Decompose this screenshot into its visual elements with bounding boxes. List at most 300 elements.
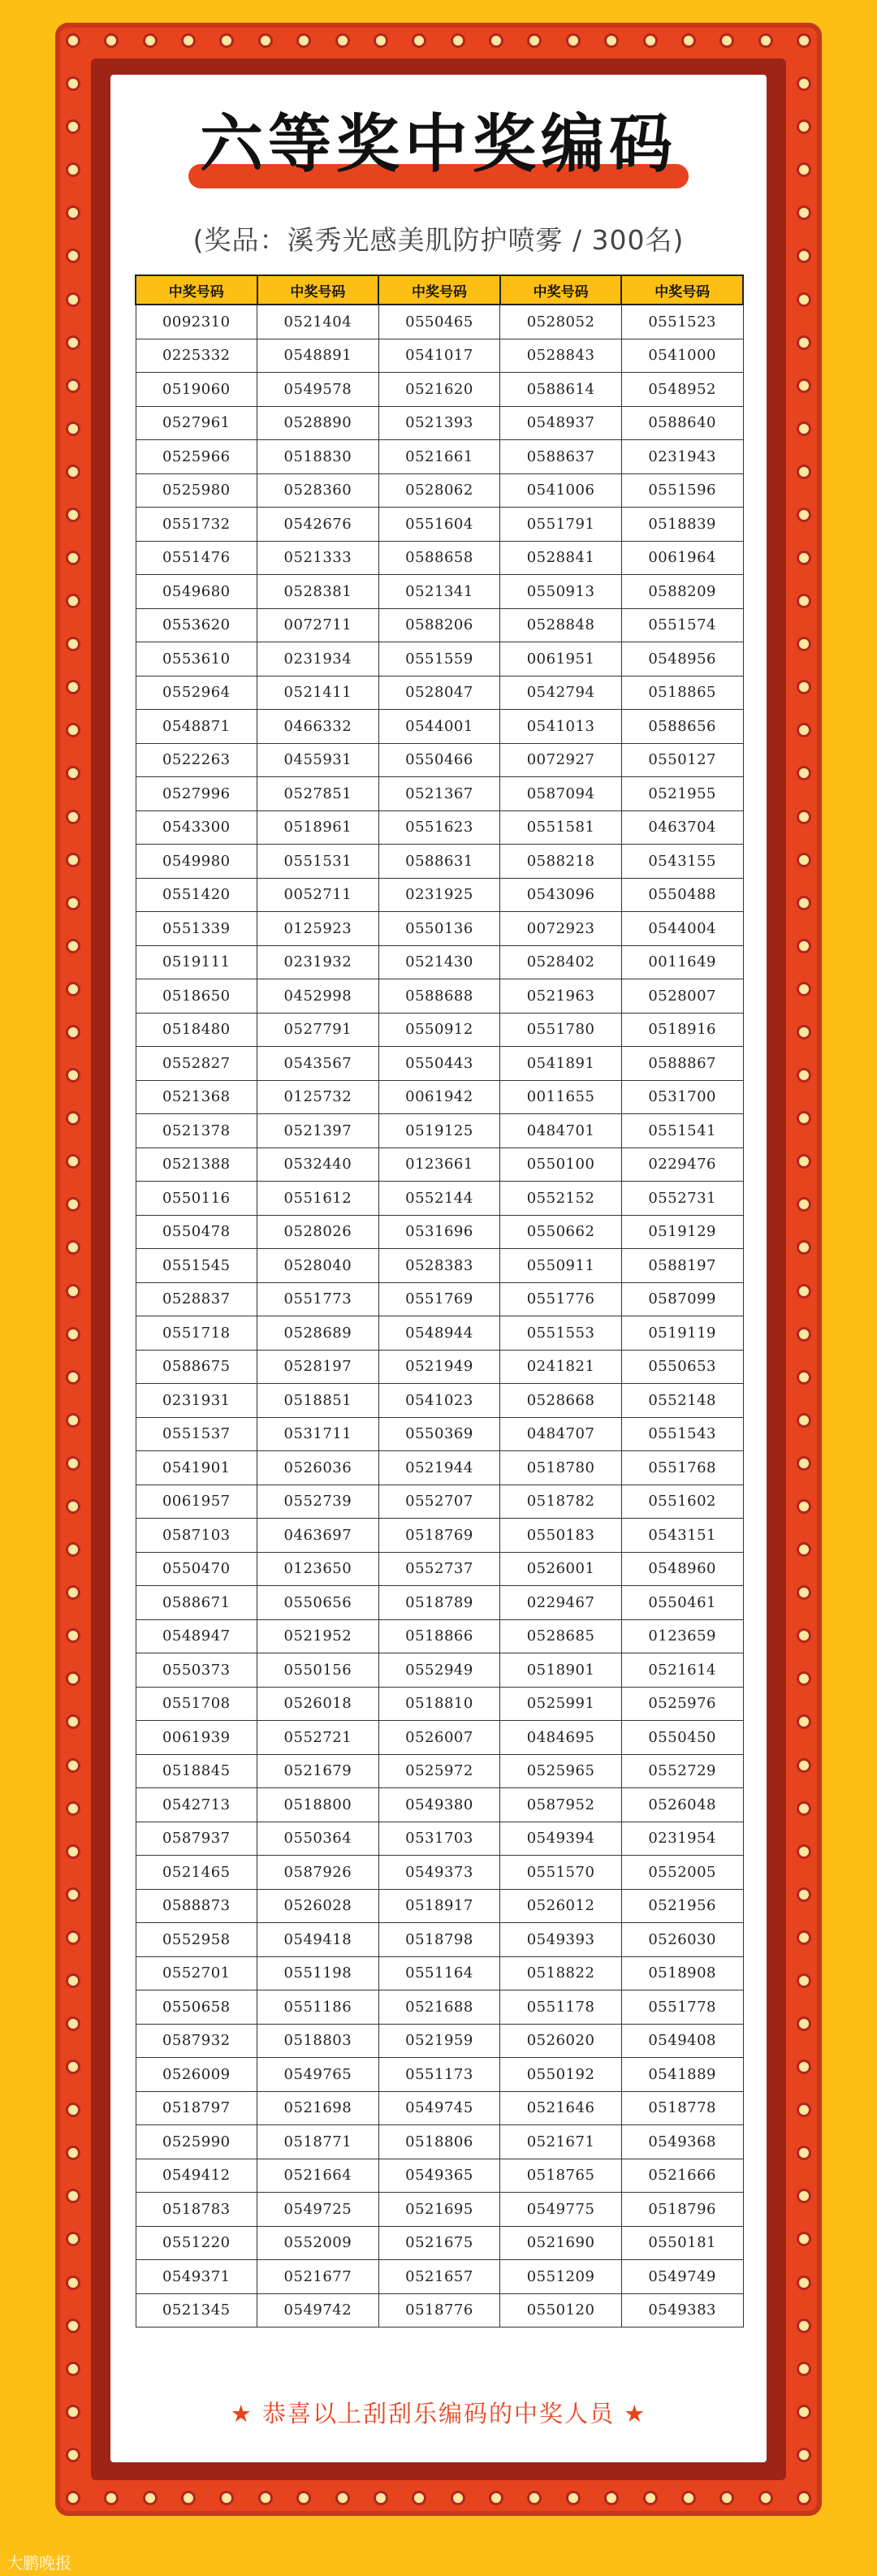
code-cell: 0551604 [378, 508, 500, 542]
code-cell: 0519111 [136, 945, 257, 979]
code-cell: 0542713 [136, 1788, 257, 1822]
code-cell: 0526036 [257, 1451, 379, 1485]
table-row [136, 1552, 743, 1586]
code-cell: 0588218 [500, 845, 622, 879]
code-cell: 0548947 [136, 1619, 257, 1653]
code-cell: 0549371 [136, 2260, 257, 2294]
code-cell: 0551732 [136, 508, 257, 542]
code-cell: 0521620 [378, 373, 500, 407]
code-cell: 0541006 [500, 473, 622, 508]
table-row [136, 810, 743, 845]
code-cell: 0521341 [378, 575, 500, 609]
code-cell: 0549749 [621, 2260, 743, 2294]
code-cell: 0549418 [257, 1923, 379, 1957]
table-row [136, 473, 743, 508]
table-row [136, 1923, 743, 1957]
code-cell: 0551612 [257, 1182, 379, 1216]
code-cell: 0549368 [621, 2125, 743, 2159]
code-cell: 0518916 [621, 1013, 743, 1047]
code-cell: 0552009 [257, 2226, 379, 2260]
code-cell: 0518797 [136, 2091, 257, 2125]
code-cell: 0518776 [378, 2293, 500, 2327]
table-row [136, 945, 743, 979]
code-cell: 0552701 [136, 1956, 257, 1990]
code-cell: 0550450 [621, 1721, 743, 1755]
code-cell: 0231954 [621, 1822, 743, 1856]
code-cell: 0518782 [500, 1485, 622, 1519]
code-cell: 0528381 [257, 575, 379, 609]
table-row [136, 575, 743, 609]
code-cell: 0552827 [136, 1047, 257, 1081]
code-cell: 0521952 [257, 1619, 379, 1653]
code-cell: 0549373 [378, 1856, 500, 1890]
table-row [136, 912, 743, 946]
table-row [136, 608, 743, 642]
code-cell: 0231931 [136, 1384, 257, 1418]
table-row [136, 979, 743, 1014]
code-cell: 0550136 [378, 912, 500, 946]
code-cell: 0552721 [257, 1721, 379, 1755]
code-cell: 0526007 [378, 1721, 500, 1755]
code-cell: 0543155 [621, 845, 743, 879]
table-row [136, 1653, 743, 1688]
code-cell: 0552731 [621, 1182, 743, 1216]
code-cell: 0588675 [136, 1350, 257, 1384]
code-cell: 0518765 [500, 2159, 622, 2193]
table-row [136, 1282, 743, 1316]
code-cell: 0519060 [136, 373, 257, 407]
code-cell: 0552739 [257, 1485, 379, 1519]
code-cell: 0521955 [621, 777, 743, 811]
code-cell: 0522263 [136, 743, 257, 777]
code-cell: 0588614 [500, 373, 622, 407]
code-cell: 0521959 [378, 2024, 500, 2058]
code-cell: 0549365 [378, 2159, 500, 2193]
code-cell: 0550156 [257, 1653, 379, 1688]
table-row [136, 305, 743, 339]
title-wrap [110, 106, 767, 184]
code-cell: 0588867 [621, 1047, 743, 1081]
code-cell: 0466332 [257, 710, 379, 744]
code-cell: 0229476 [621, 1148, 743, 1182]
table-row [136, 710, 743, 744]
table-row [136, 1619, 743, 1653]
code-cell: 0092310 [136, 305, 257, 339]
code-cell: 0550373 [136, 1653, 257, 1688]
code-cell: 0549725 [257, 2193, 379, 2227]
code-cell: 0548944 [378, 1316, 500, 1351]
code-cell: 0528685 [500, 1619, 622, 1653]
code-cell: 0549393 [500, 1923, 622, 1957]
code-cell: 0550465 [378, 305, 500, 339]
code-cell: 0549742 [257, 2293, 379, 2327]
column-header: 中奖号码 [378, 275, 500, 305]
code-cell: 0521397 [257, 1114, 379, 1148]
code-cell: 0587099 [621, 1282, 743, 1316]
code-cell: 0528689 [257, 1316, 379, 1351]
code-cell: 0531696 [378, 1215, 500, 1249]
code-cell: 0061957 [136, 1485, 257, 1519]
code-cell: 0541013 [500, 710, 622, 744]
code-cell: 0527961 [136, 406, 257, 440]
code-cell: 0072923 [500, 912, 622, 946]
winning-codes-table [135, 274, 744, 2327]
code-cell: 0552729 [621, 1754, 743, 1788]
code-cell: 0526048 [621, 1788, 743, 1822]
code-cell: 0525990 [136, 2125, 257, 2159]
code-cell: 0551708 [136, 1687, 257, 1721]
code-cell: 0526020 [500, 2024, 622, 2058]
code-cell: 0541017 [378, 339, 500, 373]
code-cell: 0550478 [136, 1215, 257, 1249]
code-cell: 0548871 [136, 710, 257, 744]
code-cell: 0587094 [500, 777, 622, 811]
code-cell: 0551623 [378, 810, 500, 845]
code-cell: 0549383 [621, 2293, 743, 2327]
table-row [136, 777, 743, 811]
code-cell: 0551596 [621, 473, 743, 508]
code-cell: 0549380 [378, 1788, 500, 1822]
code-cell: 0521393 [378, 406, 500, 440]
code-cell: 0518839 [621, 508, 743, 542]
code-cell: 0528383 [378, 1249, 500, 1283]
table-row [136, 2293, 743, 2327]
code-cell: 0549578 [257, 373, 379, 407]
table-header-row [136, 275, 743, 305]
table-row [136, 1586, 743, 1620]
code-cell: 0531711 [257, 1417, 379, 1451]
code-cell: 0521411 [257, 676, 379, 710]
code-cell: 0528007 [621, 979, 743, 1014]
code-cell: 0072927 [500, 743, 622, 777]
table-row [136, 642, 743, 676]
code-cell: 0061942 [378, 1080, 500, 1114]
table-row [136, 1316, 743, 1351]
table-row [136, 878, 743, 912]
code-cell: 0225332 [136, 339, 257, 373]
code-cell: 0549765 [257, 2058, 379, 2092]
table-row [136, 1687, 743, 1721]
code-cell: 0552144 [378, 1182, 500, 1216]
code-cell: 0518908 [621, 1956, 743, 1990]
code-cell: 0550369 [378, 1417, 500, 1451]
code-cell: 0229467 [500, 1586, 622, 1620]
code-cell: 0588658 [378, 541, 500, 575]
table-row [136, 1114, 743, 1148]
code-cell: 0550192 [500, 2058, 622, 2092]
code-cell: 0588197 [621, 1249, 743, 1283]
code-cell: 0551531 [257, 845, 379, 879]
code-cell: 0518771 [257, 2125, 379, 2159]
code-cell: 0551718 [136, 1316, 257, 1351]
code-cell: 0011649 [621, 945, 743, 979]
code-cell: 0452998 [257, 979, 379, 1014]
table-row [136, 440, 743, 474]
code-cell: 0518650 [136, 979, 257, 1014]
code-cell: 0553610 [136, 642, 257, 676]
code-cell: 0550120 [500, 2293, 622, 2327]
code-cell: 0550116 [136, 1182, 257, 1216]
code-cell: 0521661 [378, 440, 500, 474]
table-row [136, 1148, 743, 1182]
code-cell: 0521368 [136, 1080, 257, 1114]
table-row [136, 1721, 743, 1755]
code-cell: 0551570 [500, 1856, 622, 1890]
code-cell: 0521657 [378, 2260, 500, 2294]
code-cell: 0551545 [136, 1249, 257, 1283]
code-cell: 0528040 [257, 1249, 379, 1283]
code-cell: 0550470 [136, 1552, 257, 1586]
code-cell: 0541000 [621, 339, 743, 373]
code-cell: 0526009 [136, 2058, 257, 2092]
table-row [136, 1485, 743, 1519]
code-cell: 0551537 [136, 1417, 257, 1451]
code-cell: 0552958 [136, 1923, 257, 1957]
code-cell: 0550912 [378, 1013, 500, 1047]
code-cell: 0548952 [621, 373, 743, 407]
code-cell: 0550461 [621, 1586, 743, 1620]
table-row [136, 2159, 743, 2193]
code-cell: 0011655 [500, 1080, 622, 1114]
code-cell: 0552148 [621, 1384, 743, 1418]
congrats-footer: ★ 恭喜以上刮刮乐编码的中奖人员 ★ [230, 2400, 647, 2427]
code-cell: 0521963 [500, 979, 622, 1014]
code-cell: 0518789 [378, 1586, 500, 1620]
table-row [136, 676, 743, 710]
code-cell: 0521404 [257, 305, 379, 339]
code-cell: 0527996 [136, 777, 257, 811]
code-cell: 0551553 [500, 1316, 622, 1351]
code-cell: 0123659 [621, 1619, 743, 1653]
code-cell: 0521671 [500, 2125, 622, 2159]
code-cell: 0521695 [378, 2193, 500, 2227]
code-cell: 0525976 [621, 1687, 743, 1721]
code-cell: 0521345 [136, 2293, 257, 2327]
code-cell: 0550443 [378, 1047, 500, 1081]
code-cell: 0518800 [257, 1788, 379, 1822]
code-cell: 0521698 [257, 2091, 379, 2125]
code-cell: 0552005 [621, 1856, 743, 1890]
code-cell: 0587103 [136, 1519, 257, 1553]
code-cell: 0588688 [378, 979, 500, 1014]
code-cell: 0052711 [257, 878, 379, 912]
code-cell: 0551791 [500, 508, 622, 542]
code-cell: 0528837 [136, 1282, 257, 1316]
code-cell: 0521664 [257, 2159, 379, 2193]
code-cell: 0231943 [621, 440, 743, 474]
table-row [136, 1417, 743, 1451]
table-row [136, 1889, 743, 1923]
table-row [136, 2226, 743, 2260]
table-row [136, 1990, 743, 2025]
code-cell: 0541901 [136, 1451, 257, 1485]
watermark: 大鹏晚报 [6, 2553, 71, 2573]
code-cell: 0550364 [257, 1822, 379, 1856]
code-cell: 0526030 [621, 1923, 743, 1957]
code-cell: 0541889 [621, 2058, 743, 2092]
code-cell: 0548960 [621, 1552, 743, 1586]
code-cell: 0550466 [378, 743, 500, 777]
table-row [136, 2058, 743, 2092]
table-row [136, 1384, 743, 1418]
code-cell: 0525980 [136, 473, 257, 508]
code-cell: 0519125 [378, 1114, 500, 1148]
code-cell: 0125732 [257, 1080, 379, 1114]
code-cell: 0518798 [378, 1923, 500, 1957]
column-header: 中奖号码 [257, 275, 379, 305]
code-cell: 0525965 [500, 1754, 622, 1788]
code-cell: 0528843 [500, 339, 622, 373]
code-cell: 0551769 [378, 1282, 500, 1316]
code-cell: 0528052 [500, 305, 622, 339]
table-row [136, 2024, 743, 2058]
table-row [136, 1956, 743, 1990]
code-cell: 0231934 [257, 642, 379, 676]
code-cell: 0549394 [500, 1822, 622, 1856]
code-cell: 0455931 [257, 743, 379, 777]
code-cell: 0521430 [378, 945, 500, 979]
code-cell: 0551768 [621, 1451, 743, 1485]
code-cell: 0518830 [257, 440, 379, 474]
code-cell: 0588873 [136, 1889, 257, 1923]
code-cell: 0528047 [378, 676, 500, 710]
code-cell: 0061951 [500, 642, 622, 676]
code-cell: 0550183 [500, 1519, 622, 1553]
code-cell: 0521388 [136, 1148, 257, 1182]
code-cell: 0541891 [500, 1047, 622, 1081]
code-cell: 0550662 [500, 1215, 622, 1249]
column-header: 中奖号码 [136, 275, 257, 305]
table-row [136, 541, 743, 575]
code-cell: 0550181 [621, 2226, 743, 2260]
code-cell: 0231925 [378, 878, 500, 912]
code-cell: 0549408 [621, 2024, 743, 2058]
table-row [136, 1182, 743, 1216]
code-cell: 0521677 [257, 2260, 379, 2294]
code-cell: 0551523 [621, 305, 743, 339]
code-cell: 0551780 [500, 1013, 622, 1047]
code-cell: 0521666 [621, 2159, 743, 2193]
code-cell: 0518796 [621, 2193, 743, 2227]
code-cell: 0551173 [378, 2058, 500, 2092]
code-cell: 0551209 [500, 2260, 622, 2294]
table-row [136, 743, 743, 777]
code-cell: 0551541 [621, 1114, 743, 1148]
code-cell: 0518810 [378, 1687, 500, 1721]
table-row [136, 2260, 743, 2294]
table-row [136, 1822, 743, 1856]
code-cell: 0518822 [500, 1956, 622, 1990]
table-row [136, 1249, 743, 1283]
code-cell: 0549745 [378, 2091, 500, 2125]
code-cell: 0521956 [621, 1889, 743, 1923]
code-cell: 0527791 [257, 1013, 379, 1047]
code-cell: 0521646 [500, 2091, 622, 2125]
code-cell: 0551339 [136, 912, 257, 946]
table-row [136, 1451, 743, 1485]
table-row [136, 2193, 743, 2227]
table-row [136, 339, 743, 373]
code-cell: 0551476 [136, 541, 257, 575]
code-cell: 0588206 [378, 608, 500, 642]
table-row [136, 1754, 743, 1788]
code-cell: 0551776 [500, 1282, 622, 1316]
code-cell: 0528026 [257, 1215, 379, 1249]
code-cell: 0587937 [136, 1822, 257, 1856]
code-cell: 0518865 [621, 676, 743, 710]
code-cell: 0527851 [257, 777, 379, 811]
code-cell: 0518806 [378, 2125, 500, 2159]
table-row [136, 1519, 743, 1553]
code-cell: 0548937 [500, 406, 622, 440]
code-cell: 0518851 [257, 1384, 379, 1418]
code-cell: 0123650 [257, 1552, 379, 1586]
code-cell: 0549980 [136, 845, 257, 879]
code-cell: 0521378 [136, 1114, 257, 1148]
code-cell: 0587952 [500, 1788, 622, 1822]
code-cell: 0526001 [500, 1552, 622, 1586]
table-row [136, 1856, 743, 1890]
code-cell: 0518480 [136, 1013, 257, 1047]
code-cell: 0543567 [257, 1047, 379, 1081]
code-cell: 0521465 [136, 1856, 257, 1890]
code-cell: 0548956 [621, 642, 743, 676]
code-cell: 0518778 [621, 2091, 743, 2125]
code-cell: 0241821 [500, 1350, 622, 1384]
table-row [136, 1013, 743, 1047]
code-cell: 0519119 [621, 1316, 743, 1351]
code-cell: 0528890 [257, 406, 379, 440]
code-cell: 0528062 [378, 473, 500, 508]
code-cell: 0528841 [500, 541, 622, 575]
code-cell: 0551773 [257, 1282, 379, 1316]
code-cell: 0551778 [621, 1990, 743, 2025]
code-cell: 0542794 [500, 676, 622, 710]
code-cell: 0552737 [378, 1552, 500, 1586]
table-row [136, 1215, 743, 1249]
code-cell: 0553620 [136, 608, 257, 642]
code-cell: 0484701 [500, 1114, 622, 1148]
content-panel [110, 75, 767, 2462]
code-cell: 0550488 [621, 878, 743, 912]
code-cell: 0587932 [136, 2024, 257, 2058]
code-cell: 0548891 [257, 339, 379, 373]
code-cell: 0549412 [136, 2159, 257, 2193]
code-cell: 0061939 [136, 1721, 257, 1755]
code-cell: 0463697 [257, 1519, 379, 1553]
code-cell: 0518901 [500, 1653, 622, 1688]
code-cell: 0521688 [378, 1990, 500, 2025]
code-cell: 0521690 [500, 2226, 622, 2260]
table-row [136, 1047, 743, 1081]
table-row [136, 406, 743, 440]
code-cell: 0521944 [378, 1451, 500, 1485]
code-cell: 0543300 [136, 810, 257, 845]
code-cell: 0550127 [621, 743, 743, 777]
code-cell: 0231932 [257, 945, 379, 979]
table-row [136, 1788, 743, 1822]
code-cell: 0542676 [257, 508, 379, 542]
code-cell: 0550656 [257, 1586, 379, 1620]
table-row [136, 373, 743, 407]
code-cell: 0123661 [378, 1148, 500, 1182]
code-cell: 0518803 [257, 2024, 379, 2058]
code-cell: 0525991 [500, 1687, 622, 1721]
code-cell: 0521367 [378, 777, 500, 811]
code-cell: 0521333 [257, 541, 379, 575]
code-cell: 0528848 [500, 608, 622, 642]
table-row [136, 1350, 743, 1384]
